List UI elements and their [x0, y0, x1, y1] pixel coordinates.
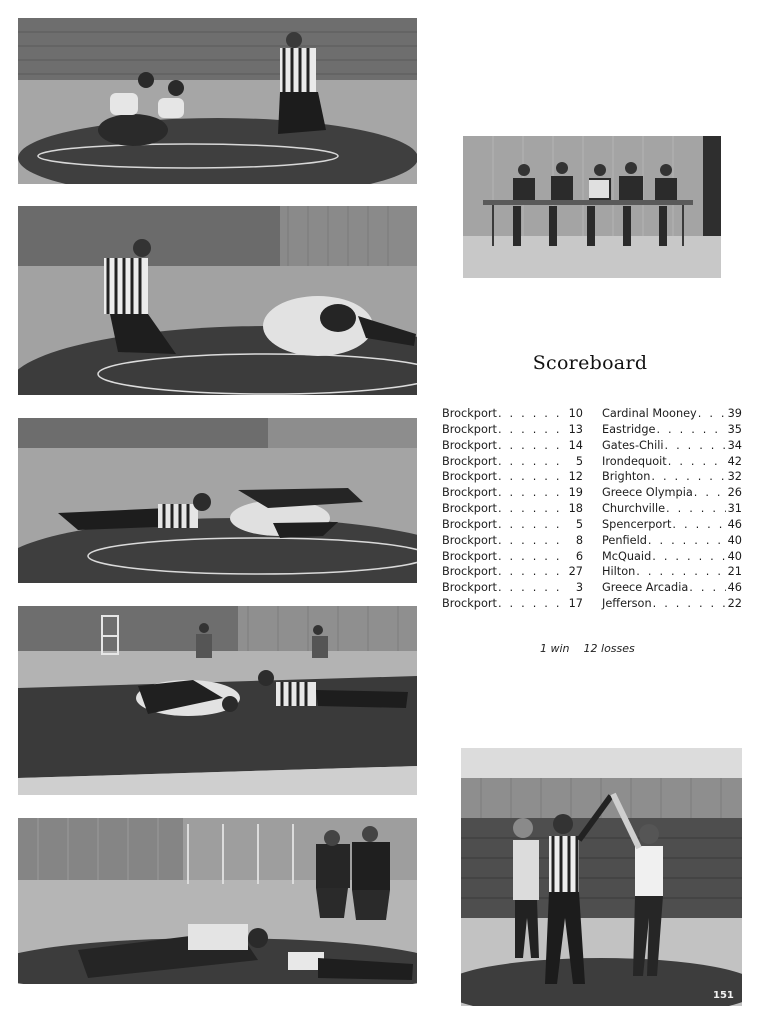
opponent-name: Irondequoit [602, 454, 667, 468]
team-name: Brockport [442, 517, 497, 531]
photo-wrestlers-on-mat [18, 418, 417, 583]
opponent-name: Cardinal Mooney [602, 407, 697, 420]
opponent-row [602, 580, 742, 596]
score-row [442, 596, 583, 612]
opponent-score: 46 [727, 581, 742, 595]
team-score: 14 [568, 438, 583, 452]
team-score: 27 [568, 565, 583, 579]
team-name: Brockport [442, 597, 497, 611]
team-score: 12 [568, 470, 583, 484]
team-score: 8 [575, 533, 583, 547]
opponent-score: 42 [727, 454, 742, 468]
opponent-row [602, 564, 742, 580]
page-number: 151 [713, 990, 734, 1001]
team-score: 5 [575, 517, 583, 531]
opponent-row [602, 501, 742, 517]
team-score: 18 [568, 502, 583, 516]
team-name: Brockport [442, 549, 497, 563]
photo-referee-raises-hand [461, 748, 742, 1006]
score-row [442, 438, 583, 454]
wins-count: 1 win [540, 642, 570, 655]
score-row [442, 485, 583, 501]
opponent-name: Eastridge [602, 422, 656, 436]
score-row [442, 454, 583, 470]
opponent-score: 40 [727, 533, 742, 547]
team-name: Brockport [442, 533, 497, 547]
opponent-score: 46 [727, 517, 742, 531]
score-row [442, 549, 583, 565]
opponent-name: Spencerport [602, 517, 672, 531]
opponent-row [602, 469, 742, 485]
opponent-name: McQuaid [602, 549, 652, 563]
team-name: Brockport [442, 422, 497, 436]
team-name: Brockport [442, 470, 497, 484]
opponent-score: 21 [727, 565, 742, 579]
score-row [442, 564, 583, 580]
opponent-score: 34 [727, 438, 742, 452]
season-record [540, 642, 635, 655]
opponent-name: Brighton [602, 470, 651, 484]
opponent-row [602, 517, 742, 533]
opponent-row [602, 485, 742, 501]
opponent-score: 39 [727, 407, 742, 420]
scoreboard-opponent-scores [602, 406, 742, 612]
score-row [442, 533, 583, 549]
opponent-row [602, 422, 742, 438]
opponent-name: Greece Olympia [602, 486, 693, 500]
opponent-score: 40 [727, 549, 742, 563]
opponent-score: 22 [727, 597, 742, 611]
team-name: Brockport [442, 581, 497, 595]
team-name: Brockport [442, 565, 497, 579]
opponent-score: 32 [727, 470, 742, 484]
opponent-name: Hilton [602, 565, 636, 579]
opponent-row [602, 406, 742, 422]
losses-count: 12 losses [583, 642, 635, 655]
score-row [442, 422, 583, 438]
opponent-score: 35 [727, 422, 742, 436]
score-row [442, 501, 583, 517]
opponent-row [602, 549, 742, 565]
opponent-score: 31 [727, 502, 742, 516]
team-score: 10 [568, 407, 583, 420]
score-row [442, 406, 583, 422]
team-score: 3 [575, 581, 583, 595]
opponent-row [602, 438, 742, 454]
opponent-name: Gates-Chili [602, 438, 664, 452]
opponent-name: Churchville [602, 502, 666, 516]
scoreboard-title: Scoreboard [532, 352, 648, 374]
photo-scorers-table [463, 136, 721, 278]
score-row [442, 580, 583, 596]
opponent-row [602, 596, 742, 612]
team-score: 17 [568, 597, 583, 611]
team-score: 5 [575, 454, 583, 468]
photo-coaches-watching [18, 818, 417, 984]
opponent-row [602, 533, 742, 549]
team-name: Brockport [442, 486, 497, 500]
opponent-name: Greece Arcadia [602, 581, 689, 595]
opponent-row [602, 454, 742, 470]
opponent-score: 26 [727, 486, 742, 500]
photo-match-in-gym [18, 606, 417, 795]
photo-referee-signaling [18, 206, 417, 395]
score-row [442, 517, 583, 533]
team-name: Brockport [442, 454, 497, 468]
team-score: 6 [575, 549, 583, 563]
opponent-name: Jefferson [602, 597, 652, 611]
team-score: 19 [568, 486, 583, 500]
scoreboard-brockport-scores [442, 406, 583, 612]
photo-wrestlers-starting-position [18, 18, 417, 184]
opponent-name: Penfield [602, 533, 647, 547]
team-score: 13 [568, 422, 583, 436]
score-row [442, 469, 583, 485]
team-name: Brockport [442, 407, 497, 420]
team-name: Brockport [442, 502, 497, 516]
team-name: Brockport [442, 438, 497, 452]
